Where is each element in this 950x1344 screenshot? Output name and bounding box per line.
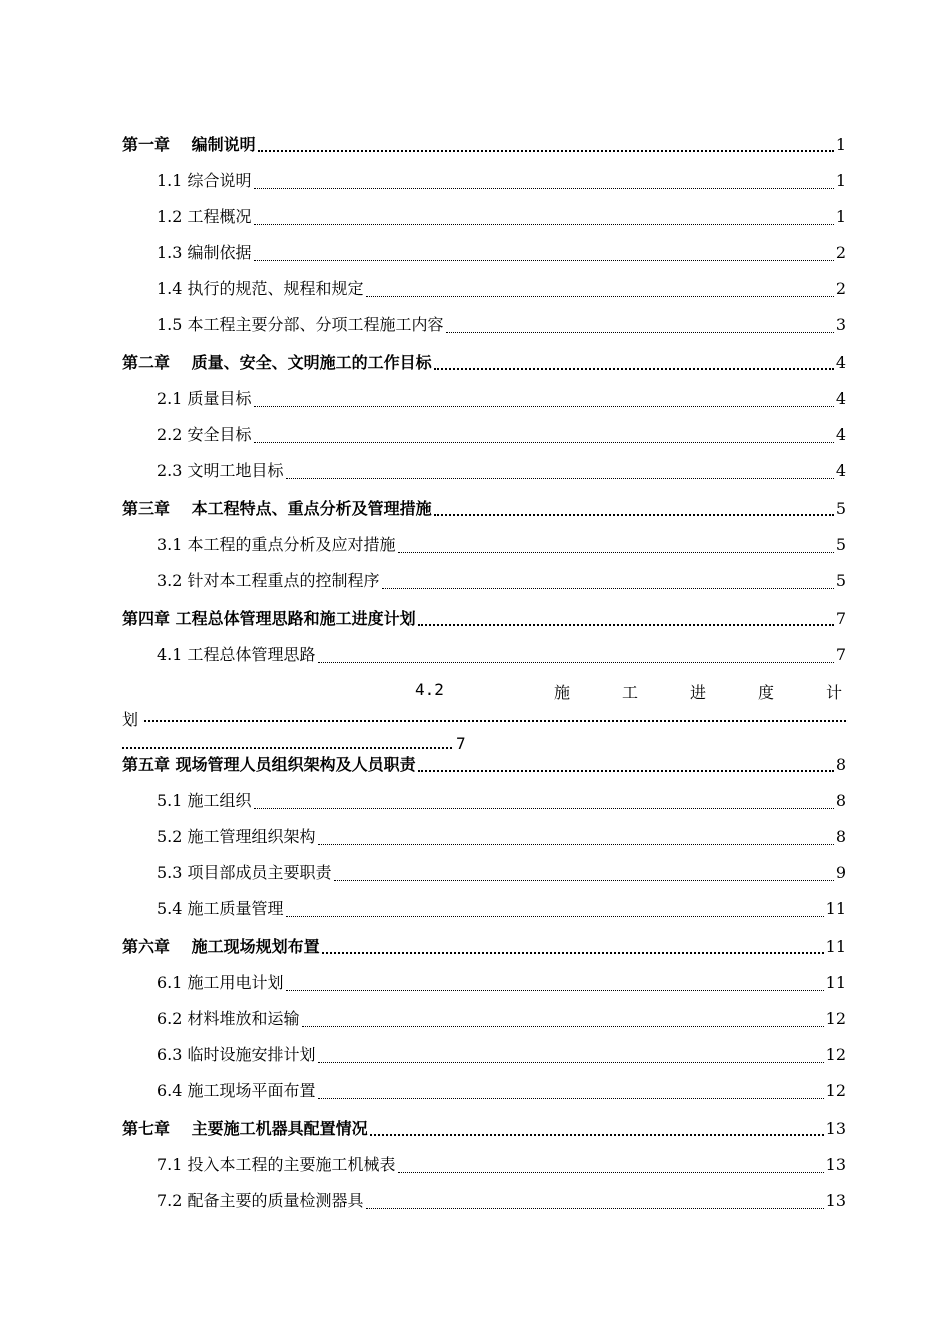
toc-chapter-1[interactable]: [122, 132, 846, 162]
toc-label: 1.5 本工程主要分部、分项工程施工内容: [157, 315, 444, 334]
toc-section-3-1[interactable]: [157, 532, 846, 562]
toc-section-5-4[interactable]: [157, 896, 846, 926]
toc-label: 5.1 施工组织: [157, 791, 252, 810]
toc-section-3-2[interactable]: [157, 568, 846, 598]
toc-label: 6.3 临时设施安排计划: [157, 1045, 316, 1064]
toc-section-1-3[interactable]: [157, 240, 846, 270]
toc-word: 度: [758, 683, 775, 702]
dot-leader: [418, 770, 834, 772]
toc-label: 6.4 施工现场平面布置: [157, 1081, 316, 1100]
toc-page-number: 12: [825, 1081, 846, 1100]
dot-leader: [398, 552, 834, 553]
toc-label: 5.2 施工管理组织架构: [157, 827, 316, 846]
toc-word: 划: [122, 710, 139, 729]
toc-page-number: 11: [825, 937, 846, 956]
toc-label: 7.1 投入本工程的主要施工机械表: [157, 1155, 396, 1174]
toc-word: 施: [554, 683, 571, 702]
toc-section-7-2[interactable]: [157, 1188, 846, 1218]
toc-section-6-2[interactable]: [157, 1006, 846, 1036]
toc-page-number: 4: [835, 425, 846, 444]
toc-section-1-2[interactable]: [157, 204, 846, 234]
toc-chapter-7[interactable]: [122, 1116, 846, 1146]
dot-leader: [434, 514, 834, 516]
toc-page-number: 5: [835, 535, 846, 554]
toc-label: 3.2 针对本工程重点的控制程序: [157, 571, 380, 590]
toc-page-number: 5: [835, 571, 846, 590]
toc-page-number: 1: [835, 135, 846, 154]
dot-leader: [382, 588, 834, 589]
toc-page-number: 4: [835, 353, 846, 372]
toc-page-number: 13: [825, 1155, 846, 1174]
dot-leader: [254, 188, 834, 189]
dot-leader: [122, 747, 452, 749]
toc-label: 第六章 施工现场规划布置: [122, 937, 320, 956]
toc-page-number: 11: [825, 899, 846, 918]
toc-label: 5.3 项目部成员主要职责: [157, 863, 332, 882]
toc-word: 计: [826, 683, 843, 702]
toc-page-number: 8: [835, 755, 846, 774]
dot-leader: [334, 880, 834, 881]
dot-leader: [366, 1208, 824, 1209]
toc-label: 5.4 施工质量管理: [157, 899, 284, 918]
toc-page-number: 13: [825, 1191, 846, 1210]
toc-label: 2.2 安全目标: [157, 425, 252, 444]
toc-page-number: 13: [825, 1119, 846, 1138]
dot-leader: [318, 662, 834, 663]
toc-label: 第五章 现场管理人员组织架构及人员职责: [122, 755, 416, 774]
toc-page-number: 7: [835, 645, 846, 664]
dot-leader: [144, 720, 846, 722]
dot-leader: [446, 332, 834, 333]
dot-leader: [254, 442, 834, 443]
dot-leader: [254, 808, 834, 809]
toc-section-5-1[interactable]: [157, 788, 846, 818]
toc-label: 第四章 工程总体管理思路和施工进度计划: [122, 609, 416, 628]
dot-leader: [322, 952, 824, 954]
toc-label: 3.1 本工程的重点分析及应对措施: [157, 535, 396, 554]
toc-section-5-2[interactable]: [157, 824, 846, 854]
dot-leader: [318, 1062, 824, 1063]
toc-section-2-3[interactable]: [157, 458, 846, 488]
toc-label: 6.2 材料堆放和运输: [157, 1009, 300, 1028]
toc-chapter-6[interactable]: [122, 934, 846, 964]
dot-leader: [434, 368, 834, 370]
dot-leader: [318, 1098, 824, 1099]
toc-label: 第一章 编制说明: [122, 135, 256, 154]
dot-leader: [370, 1134, 824, 1136]
toc-label: 2.3 文明工地目标: [157, 461, 284, 480]
dot-leader: [418, 624, 834, 626]
toc-label: 1.4 执行的规范、规程和规定: [157, 279, 364, 298]
toc-section-2-1[interactable]: [157, 386, 846, 416]
toc-broken-line-3: [122, 734, 466, 754]
toc-page-number: 4: [835, 389, 846, 408]
toc-section-6-4[interactable]: [157, 1078, 846, 1108]
toc-section-4-1[interactable]: [157, 642, 846, 672]
toc-broken-line-1: [122, 680, 846, 704]
toc-section-2-2[interactable]: [157, 422, 846, 452]
toc-word: 工: [622, 683, 639, 702]
toc-label: 2.1 质量目标: [157, 389, 252, 408]
toc-label: 第七章 主要施工机器具配置情况: [122, 1119, 368, 1138]
toc-section-5-3[interactable]: [157, 860, 846, 890]
toc-chapter-4[interactable]: [122, 606, 846, 636]
toc-page-number: 2: [835, 279, 846, 298]
dot-leader: [302, 1026, 824, 1027]
toc-number: 4.2: [415, 680, 444, 699]
toc-page-number: 8: [835, 827, 846, 846]
toc-page-number: 7: [835, 609, 846, 628]
toc-label: 1.2 工程概况: [157, 207, 252, 226]
toc-page-number: 12: [825, 1045, 846, 1064]
dot-leader: [254, 224, 834, 225]
dot-leader: [286, 478, 834, 479]
toc-section-7-1[interactable]: [157, 1152, 846, 1182]
toc-label: 第二章 质量、安全、文明施工的工作目标: [122, 353, 432, 372]
toc-page-number: 4: [835, 461, 846, 480]
toc-page-number: 2: [835, 243, 846, 262]
dot-leader: [286, 916, 824, 917]
toc-page-number: 7: [456, 734, 466, 753]
toc-label: 1.3 编制依据: [157, 243, 252, 262]
toc-label: 7.2 配备主要的质量检测器具: [157, 1191, 364, 1210]
toc-label: 1.1 综合说明: [157, 171, 252, 190]
dot-leader: [398, 1172, 824, 1173]
toc-chapter-3[interactable]: [122, 496, 846, 526]
dot-leader: [366, 296, 834, 297]
toc-label: 4.1 工程总体管理思路: [157, 645, 316, 664]
toc-label: 第三章 本工程特点、重点分析及管理措施: [122, 499, 432, 518]
dot-leader: [258, 150, 834, 152]
toc-section-1-1[interactable]: [157, 168, 846, 198]
toc-broken-line-2: [122, 707, 846, 727]
toc-section-6-1[interactable]: [157, 970, 846, 1000]
toc-chapter-2[interactable]: [122, 350, 846, 380]
toc-word: 进: [690, 683, 707, 702]
dot-leader: [254, 406, 834, 407]
dot-leader: [318, 844, 834, 845]
dot-leader: [286, 990, 824, 991]
toc-section-1-5[interactable]: [157, 312, 846, 342]
toc-label: 6.1 施工用电计划: [157, 973, 284, 992]
toc-page-number: 3: [835, 315, 846, 334]
toc-section-1-4[interactable]: [157, 276, 846, 306]
toc-page-number: 11: [825, 973, 846, 992]
toc-section-6-3[interactable]: [157, 1042, 846, 1072]
toc-page-number: 5: [835, 499, 846, 518]
toc-chapter-5[interactable]: [122, 752, 846, 782]
toc-page-number: 1: [835, 171, 846, 190]
toc-page-number: 8: [835, 791, 846, 810]
toc-page-number: 9: [835, 863, 846, 882]
dot-leader: [254, 260, 834, 261]
toc-page-number: 12: [825, 1009, 846, 1028]
toc-page-number: 1: [835, 207, 846, 226]
